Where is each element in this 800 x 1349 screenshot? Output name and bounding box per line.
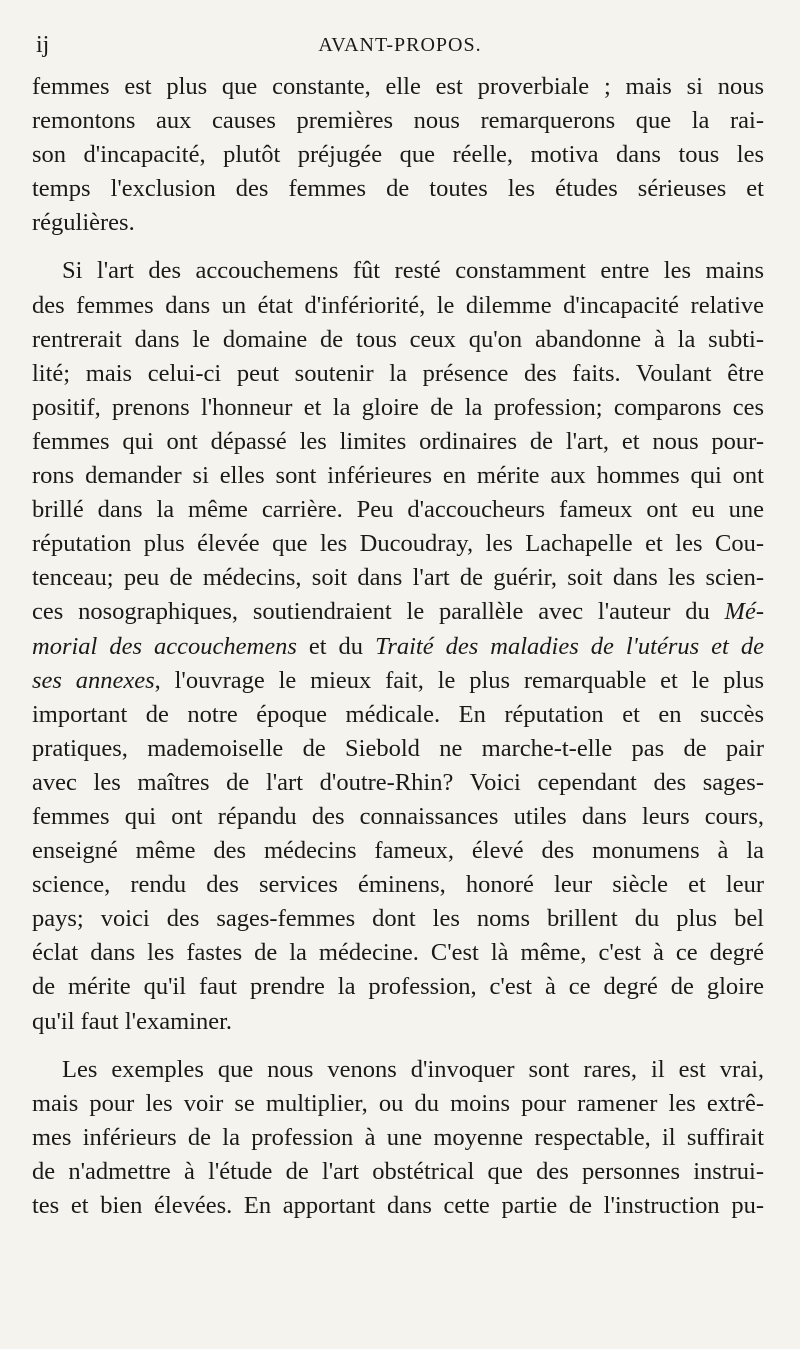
text-run: positif, prenons l'honneur et la gloire de la profession; comparons ces xyxy=(32,393,764,421)
text-line xyxy=(32,138,764,172)
text-run: femmes qui ont répandu des connaissances utiles dans leurs cours, xyxy=(32,802,764,830)
page-number: ij xyxy=(36,32,50,58)
text-line xyxy=(32,254,764,288)
text-line xyxy=(32,732,764,766)
text-run: tenceau; peu de médecins, soit dans l'art de guérir, soit dans les scien- xyxy=(32,564,764,592)
text-run: et du xyxy=(296,632,376,660)
text-run: des femmes dans un état d'infériorité, le dilemme d'incapacité relative xyxy=(32,291,764,319)
text-line xyxy=(32,766,764,800)
text-line xyxy=(32,664,764,698)
text-run: mais pour les voir se multiplier, ou du moins pour ramener les extrê- xyxy=(32,1089,764,1117)
text-run: enseigné même des médecins fameux, élevé des monumens à la xyxy=(32,837,764,865)
text-run: tes et bien élevées. En apportant dans cette partie de l'instruction pu- xyxy=(32,1192,764,1219)
paragraph xyxy=(32,254,764,1038)
text-line xyxy=(32,70,764,104)
text-line xyxy=(32,323,764,357)
text-run: éclat dans les fastes de la médecine. C'est là même, c'est à ce degré xyxy=(32,939,764,967)
text-line xyxy=(32,206,764,240)
text-line xyxy=(32,527,764,561)
text-run: pratiques, mademoiselle de Siebold ne marche-t-elle pas de pair xyxy=(32,734,764,762)
text-line xyxy=(32,289,764,323)
italic-title: morial des accouchemens xyxy=(32,632,297,660)
text-run: régulières. xyxy=(32,209,135,237)
text-run: brillé dans la même carrière. Peu d'accoucheurs fameux ont eu une xyxy=(32,496,764,524)
text-line xyxy=(32,1155,764,1189)
text-run: mes inférieurs de la profession à une moyenne respectable, il suffirait xyxy=(32,1123,764,1151)
text-line xyxy=(32,800,764,834)
text-run: ces nosographiques, soutiendraient le parallèle avec l'auteur du xyxy=(32,598,725,626)
text-line xyxy=(32,936,764,970)
text-line xyxy=(32,1121,764,1155)
body-text xyxy=(32,70,764,1223)
text-run: de mérite qu'il faut prendre la profession, c'est à ce degré de gloire xyxy=(32,973,764,1001)
text-line xyxy=(32,630,764,664)
text-line xyxy=(32,595,764,629)
paragraph-gap xyxy=(32,1039,764,1053)
text-line xyxy=(32,459,764,493)
paragraph xyxy=(32,1053,764,1223)
text-run: Les exemples que nous venons d'invoquer sont rares, il est vrai, xyxy=(62,1055,764,1083)
text-run: femmes est plus que constante, elle est proverbiale ; mais si nous xyxy=(32,73,764,100)
paragraph-gap xyxy=(32,240,764,254)
text-run: qu'il faut l'examiner. xyxy=(32,1007,233,1035)
text-run: femmes qui ont dépassé les limites ordinaires de l'art, et nous pour- xyxy=(32,427,764,455)
text-line xyxy=(32,1005,764,1039)
text-run: rons demander si elles sont inférieures en mérite aux hommes qui ont xyxy=(32,462,764,490)
text-line xyxy=(32,834,764,868)
text-run: science, rendu des services éminens, honoré leur siècle et leur xyxy=(32,871,764,899)
text-run: pays; voici des sages-femmes dont les noms brillent du plus bel xyxy=(32,905,764,933)
running-head xyxy=(0,30,800,60)
italic-title: Mé- xyxy=(724,598,764,626)
text-line xyxy=(32,493,764,527)
text-run: de n'admettre à l'étude de l'art obstétrical que des personnes instrui- xyxy=(32,1157,764,1185)
text-line xyxy=(32,104,764,138)
text-run: avec les maîtres de l'art d'outre-Rhin? Voici cependant des sages- xyxy=(32,768,764,796)
text-line xyxy=(32,391,764,425)
text-line xyxy=(32,1087,764,1121)
text-line xyxy=(32,1189,764,1223)
text-line xyxy=(32,970,764,1004)
text-run: son d'incapacité, plutôt préjugée que réelle, motiva dans tous les xyxy=(32,141,764,169)
text-line xyxy=(32,868,764,902)
text-run: temps l'exclusion des femmes de toutes les études sérieuses et xyxy=(32,175,764,203)
text-line xyxy=(32,698,764,732)
text-run: rentrerait dans le domaine de tous ceux qu'on abandonne à la subti- xyxy=(32,325,764,353)
text-run: , l'ouvrage le mieux fait, le plus remarquable et le plus xyxy=(154,666,764,694)
text-line xyxy=(32,425,764,459)
text-line xyxy=(32,357,764,391)
text-line xyxy=(32,902,764,936)
text-line xyxy=(32,172,764,206)
text-run: remontons aux causes premières nous remarquerons que la rai- xyxy=(32,107,764,135)
text-line xyxy=(32,561,764,595)
text-run: lité; mais celui-ci peut soutenir la présence des faits. Voulant être xyxy=(32,359,764,387)
text-run: réputation plus élevée que les Ducoudray, les Lachapelle et les Cou- xyxy=(32,530,764,558)
text-run: Si l'art des accouchemens fût resté constamment entre les mains xyxy=(62,257,764,285)
italic-title: Traité des maladies de l'utérus et de xyxy=(375,632,764,660)
running-title: AVANT-PROPOS. xyxy=(318,34,482,56)
paragraph xyxy=(32,70,764,240)
text-line xyxy=(32,1053,764,1087)
text-run: important de notre époque médicale. En réputation et en succès xyxy=(32,700,764,728)
italic-title: ses annexes xyxy=(32,666,155,694)
